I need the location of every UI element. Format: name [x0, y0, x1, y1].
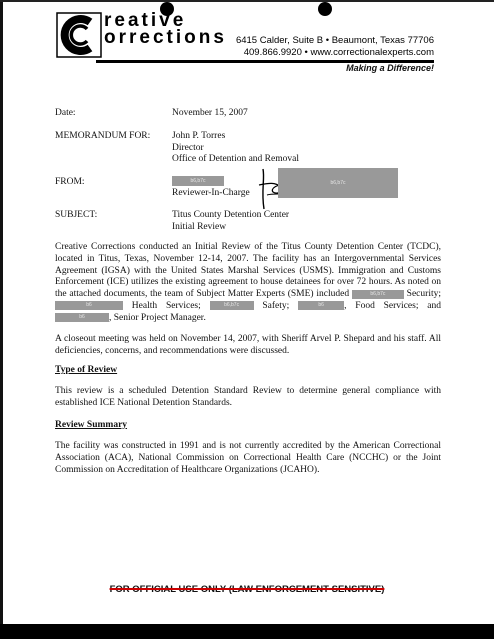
team-redaction-manager: b6 — [55, 313, 109, 322]
closeout-paragraph: A closeout meeting was held on November 14, 2007, with Sheriff Arvel P. Shepard and his staff. All deficiencies, concerns, and recommendations were discussed. — [55, 334, 441, 356]
scan-edge-left — [0, 0, 3, 639]
from-name-redaction: b6,b7c — [172, 176, 224, 186]
from-title: Reviewer-In-Charge — [172, 188, 250, 198]
company-phone-website: 409.866.9920 • www.correctionalexperts.com — [243, 47, 434, 58]
team-redaction-safety: b6,b7c — [210, 301, 254, 310]
company-logo-text — [104, 12, 227, 46]
scan-edge-top — [0, 0, 494, 2]
intro-text: Creative Corrections conducted an Initial Review of the Titus County Detention Center (TCDC), located in Titus, Texas, November 12-14, 2007. The facility has an Intergovernmental Services Agreement (IGSA) with the United States Marshal Services (USMS). Immigration and Customs Enforcement (ICE) utilizes the existing agreement to house detainees for over 72 hours. As noted on the attached documents, the team of Subject Matter Experts (SME) included — [55, 242, 441, 300]
team-food: , Food Services; and — [344, 300, 441, 311]
scan-edge-bottom — [0, 624, 494, 639]
review-summary-heading: Review Summary — [55, 420, 128, 430]
intro-paragraph — [55, 242, 441, 325]
recipient-office: Office of Detention and Removal — [172, 154, 299, 164]
company-address: 6415 Calder, Suite B • Beaumont, Texas 77706 — [235, 35, 434, 46]
company-tagline: Making a Difference! — [346, 63, 434, 73]
memo-for-recipient — [172, 131, 299, 166]
date-value: November 15, 2007 — [172, 108, 248, 118]
type-of-review-heading: Type of Review — [55, 365, 118, 375]
team-redaction-security: b6,b7c — [352, 290, 404, 299]
type-of-review-paragraph: This review is a scheduled Detention Standard Review to determine general compliance with established ICE National Detention Standards. — [55, 386, 441, 408]
team-health: Health Services; — [123, 300, 210, 311]
subject-value — [172, 210, 289, 233]
team-safety: Safety; — [253, 300, 299, 311]
recipient-title: Director — [172, 142, 204, 153]
team-manager: , Senior Project Manager. — [109, 312, 206, 323]
logo-line-creative: reative — [104, 10, 187, 31]
from-label: FROM: — [55, 177, 85, 187]
classification-marking: FOR OFFICIAL USE ONLY (LAW ENFORCEMENT SENSITIVE) — [109, 584, 385, 595]
recipient-name: John P. Torres — [172, 131, 226, 141]
memo-for-label: MEMORANDUM FOR: — [55, 131, 151, 141]
team-redaction-health: b6 — [55, 301, 123, 310]
review-summary-paragraph: The facility was constructed in 1991 and is not currently accredited by the American Correctional Association (ACA), National Commission on Correctional Health Care (NCCHC) or the Joint Commission on Accreditation of Healthcare Organizations (JCAHO). — [55, 441, 441, 475]
date-label: Date: — [55, 108, 76, 118]
subject-review-type: Initial Review — [172, 221, 227, 232]
subject-facility: Titus County Detention Center — [172, 210, 290, 220]
subject-label: SUBJECT: — [55, 210, 98, 220]
logo-line-corrections: orrections — [104, 27, 227, 48]
team-redaction-food: b6 — [298, 301, 344, 310]
punch-hole-right — [318, 2, 332, 16]
signature-redaction: b6,b7c — [278, 168, 398, 198]
team-security: Security; — [403, 289, 441, 300]
creative-corrections-logo-icon — [56, 12, 102, 58]
